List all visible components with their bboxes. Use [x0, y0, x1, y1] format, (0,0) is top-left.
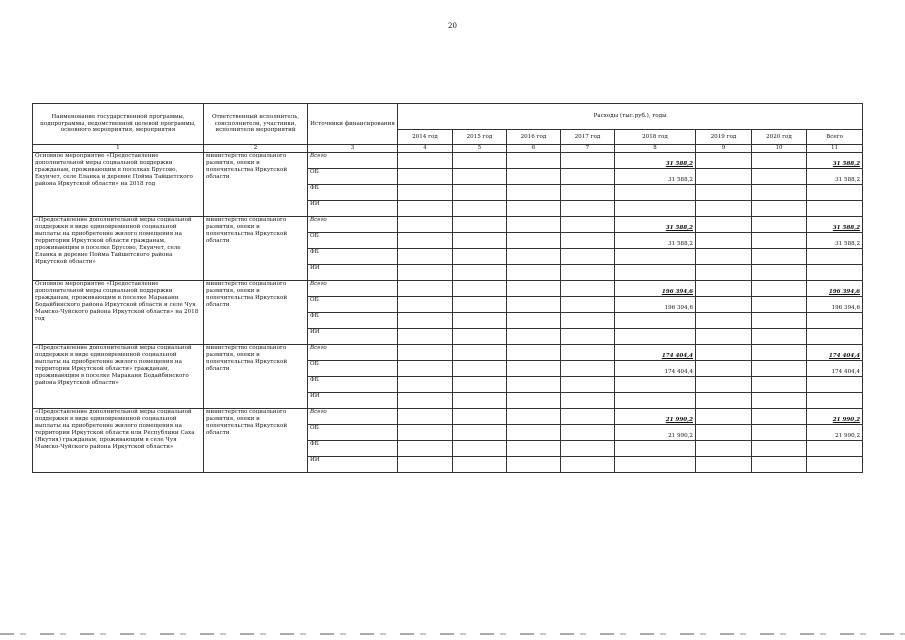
amount-empty — [398, 457, 453, 473]
amount-empty — [752, 201, 807, 217]
measure-executor: министерство социального развития, опеки и попечительства Иркутской области — [204, 281, 308, 345]
amount-total — [807, 265, 863, 281]
measure-name: Основное мероприятие «Предоставление дополнительной меры социальной поддержки гражданам, проживающим в поселках Брусово, Екунчет, селе Еланка и деревне Пойма Тайшетского района Иркутской области» на 2018 год — [33, 153, 204, 217]
amount-empty — [752, 249, 807, 265]
amount-total: 174 404,4 — [807, 345, 863, 361]
amount-empty — [453, 185, 507, 201]
amount-empty — [453, 329, 507, 345]
header-year-7: Всего — [807, 130, 863, 145]
amount-total — [807, 185, 863, 201]
amount-empty — [453, 233, 507, 249]
amount-2018 — [615, 265, 696, 281]
amount-empty — [752, 185, 807, 201]
header-year-5: 2019 год — [696, 130, 752, 145]
funding-source: ОБ — [308, 169, 398, 185]
funding-source: Всего — [308, 217, 398, 233]
column-number-4: 4 — [398, 145, 453, 153]
amount-empty — [507, 297, 561, 313]
amount-empty — [696, 329, 752, 345]
amount-empty — [453, 345, 507, 361]
amount-empty — [453, 393, 507, 409]
column-number-10: 10 — [752, 145, 807, 153]
funding-source: Всего — [308, 153, 398, 169]
column-number-3: 3 — [308, 145, 398, 153]
amount-empty — [752, 313, 807, 329]
amount-empty — [507, 457, 561, 473]
funding-source: Всего — [308, 345, 398, 361]
amount-empty — [696, 185, 752, 201]
amount-empty — [398, 169, 453, 185]
amount-empty — [507, 313, 561, 329]
amount-total — [807, 313, 863, 329]
amount-2018: 31 588,2 — [615, 169, 696, 185]
amount-empty — [507, 409, 561, 425]
amount-empty — [507, 265, 561, 281]
amount-empty — [453, 153, 507, 169]
amount-2018: 174 404,4 — [615, 361, 696, 377]
amount-2018: 174 404,4 — [615, 345, 696, 361]
amount-empty — [696, 233, 752, 249]
amount-total — [807, 201, 863, 217]
amount-total: 21 990,2 — [807, 425, 863, 441]
column-number-8: 8 — [615, 145, 696, 153]
amount-empty — [507, 201, 561, 217]
amount-2018 — [615, 441, 696, 457]
amount-empty — [453, 265, 507, 281]
amount-empty — [752, 361, 807, 377]
amount-empty — [696, 457, 752, 473]
header-column-numbers — [33, 145, 863, 153]
table-body — [33, 153, 863, 473]
amount-empty — [507, 393, 561, 409]
amount-2018 — [615, 313, 696, 329]
amount-empty — [561, 217, 615, 233]
amount-empty — [752, 217, 807, 233]
page-number: 20 — [448, 22, 457, 30]
amount-empty — [561, 249, 615, 265]
amount-empty — [507, 153, 561, 169]
amount-empty — [752, 441, 807, 457]
amount-total — [807, 249, 863, 265]
amount-2018 — [615, 201, 696, 217]
amount-empty — [398, 345, 453, 361]
amount-2018 — [615, 249, 696, 265]
amount-empty — [453, 169, 507, 185]
amount-empty — [398, 297, 453, 313]
header-source: Источники финансирования — [308, 104, 398, 145]
amount-empty — [398, 361, 453, 377]
column-number-2: 2 — [204, 145, 308, 153]
funding-source: Всего — [308, 281, 398, 297]
amount-empty — [752, 153, 807, 169]
table-row — [33, 281, 863, 297]
funding-source: ИИ — [308, 457, 398, 473]
amount-empty — [752, 169, 807, 185]
amount-empty — [696, 169, 752, 185]
amount-empty — [453, 377, 507, 393]
amount-empty — [696, 249, 752, 265]
amount-2018: 21 990,2 — [615, 409, 696, 425]
amount-empty — [507, 281, 561, 297]
amount-empty — [561, 345, 615, 361]
amount-empty — [453, 249, 507, 265]
amount-2018 — [615, 329, 696, 345]
funding-source: ИИ — [308, 201, 398, 217]
amount-empty — [453, 425, 507, 441]
funding-source: ФБ — [308, 377, 398, 393]
amount-empty — [696, 313, 752, 329]
amount-empty — [507, 249, 561, 265]
funding-source: ИИ — [308, 329, 398, 345]
amount-empty — [398, 281, 453, 297]
amount-empty — [696, 377, 752, 393]
amount-empty — [696, 393, 752, 409]
amount-empty — [696, 201, 752, 217]
funding-source: ОБ — [308, 361, 398, 377]
scan-artifact-line — [0, 633, 905, 635]
funding-source: ИИ — [308, 265, 398, 281]
header-year-6: 2020 год — [752, 130, 807, 145]
amount-total: 31 588,2 — [807, 233, 863, 249]
amount-empty — [561, 201, 615, 217]
amount-empty — [696, 297, 752, 313]
amount-empty — [398, 233, 453, 249]
amount-empty — [561, 313, 615, 329]
amount-empty — [453, 281, 507, 297]
amount-empty — [752, 329, 807, 345]
amount-total — [807, 329, 863, 345]
amount-empty — [752, 409, 807, 425]
amount-empty — [507, 185, 561, 201]
amount-empty — [507, 425, 561, 441]
amount-2018: 21 990,2 — [615, 425, 696, 441]
amount-empty — [398, 329, 453, 345]
amount-empty — [507, 233, 561, 249]
amount-empty — [453, 441, 507, 457]
funding-source: ФБ — [308, 313, 398, 329]
amount-empty — [398, 377, 453, 393]
amount-empty — [752, 377, 807, 393]
amount-empty — [696, 217, 752, 233]
table-row — [33, 345, 863, 361]
funding-source: ОБ — [308, 425, 398, 441]
amount-2018: 31 588,2 — [615, 217, 696, 233]
amount-empty — [561, 265, 615, 281]
amount-empty — [453, 217, 507, 233]
measure-executor: министерство социального развития, опеки и попечительства Иркутской области — [204, 345, 308, 409]
amount-empty — [507, 377, 561, 393]
amount-empty — [398, 441, 453, 457]
amount-empty — [453, 297, 507, 313]
column-number-11: 11 — [807, 145, 863, 153]
funding-source: ОБ — [308, 233, 398, 249]
amount-empty — [561, 377, 615, 393]
expenses-table — [32, 103, 863, 473]
amount-empty — [696, 153, 752, 169]
header-year-0: 2014 год — [398, 130, 453, 145]
amount-empty — [507, 217, 561, 233]
amount-empty — [561, 297, 615, 313]
amount-empty — [696, 409, 752, 425]
amount-empty — [507, 169, 561, 185]
amount-empty — [561, 457, 615, 473]
column-number-1: 1 — [33, 145, 204, 153]
amount-2018: 31 588,2 — [615, 153, 696, 169]
measure-executor: министерство социального развития, опеки и попечительства Иркутской области — [204, 409, 308, 473]
amount-empty — [561, 425, 615, 441]
amount-total: 174 404,4 — [807, 361, 863, 377]
header-expenses: Расходы (тыс.руб.), годы — [398, 104, 863, 130]
funding-source: ФБ — [308, 441, 398, 457]
table-row — [33, 153, 863, 169]
amount-empty — [696, 425, 752, 441]
amount-empty — [696, 441, 752, 457]
amount-empty — [453, 361, 507, 377]
amount-empty — [453, 201, 507, 217]
column-number-7: 7 — [561, 145, 615, 153]
amount-empty — [398, 393, 453, 409]
amount-empty — [398, 217, 453, 233]
amount-empty — [507, 345, 561, 361]
amount-2018: 31 588,2 — [615, 233, 696, 249]
header-program: Наименование государственной программы, подпрограммы, ведомственной целевой программы, основного мероприятия, мероприятия — [33, 104, 204, 145]
amount-empty — [398, 153, 453, 169]
amount-empty — [453, 457, 507, 473]
amount-empty — [561, 185, 615, 201]
amount-empty — [752, 233, 807, 249]
measure-name: «Предоставление дополнительной меры социальной поддержки в виде единовременной социальной выплаты на приобретение жилого помещения на территории Иркутской области» гражданам, проживающим в поселке Мараканн Бодайбинского района Иркутской области» — [33, 345, 204, 409]
measure-executor: министерство социального развития, опеки и попечительства Иркутской области — [204, 217, 308, 281]
amount-2018 — [615, 377, 696, 393]
amount-2018 — [615, 393, 696, 409]
amount-empty — [398, 265, 453, 281]
funding-source: Всего — [308, 409, 398, 425]
measure-name: «Предоставление дополнительной меры социальной поддержки в виде единовременной социальной выплаты на приобретение жилого помещения на территории Иркутской области гражданам, проживающим в поселке Брусово, Екунчет, селе Еланка и деревне Пойма Тайшетского района Иркутской области» — [33, 217, 204, 281]
amount-total: 196 394,6 — [807, 281, 863, 297]
header-executor: Ответственный исполнитель, соисполнители, участники, исполнители мероприятий — [204, 104, 308, 145]
amount-empty — [752, 265, 807, 281]
amount-total — [807, 393, 863, 409]
amount-empty — [561, 281, 615, 297]
amount-empty — [561, 169, 615, 185]
amount-empty — [398, 185, 453, 201]
amount-empty — [398, 313, 453, 329]
amount-empty — [561, 441, 615, 457]
table-row — [33, 409, 863, 425]
header-year-2: 2016 год — [507, 130, 561, 145]
amount-empty — [561, 233, 615, 249]
amount-total — [807, 457, 863, 473]
funding-source: ИИ — [308, 393, 398, 409]
amount-empty — [507, 361, 561, 377]
funding-source: ОБ — [308, 297, 398, 313]
amount-empty — [507, 329, 561, 345]
amount-empty — [696, 345, 752, 361]
amount-empty — [696, 265, 752, 281]
column-number-6: 6 — [507, 145, 561, 153]
amount-2018: 196 394,6 — [615, 281, 696, 297]
amount-total — [807, 441, 863, 457]
measure-name: «Предоставление дополнительной меры социальной поддержки в виде единовременной социальной выплаты на приобретение жилого помещения на территории Иркутской области или Республики Саха (Якутия) гражданам, проживающим в селе Чуя Мамско-Чуйского района Иркутской области» — [33, 409, 204, 473]
header-year-1: 2015 год — [453, 130, 507, 145]
funding-source: ФБ — [308, 249, 398, 265]
column-number-9: 9 — [696, 145, 752, 153]
amount-empty — [752, 457, 807, 473]
measure-executor: министерство социального развития, опеки и попечительства Иркутской области — [204, 153, 308, 217]
amount-empty — [453, 313, 507, 329]
funding-source: ФБ — [308, 185, 398, 201]
header-year-3: 2017 год — [561, 130, 615, 145]
amount-empty — [561, 329, 615, 345]
amount-empty — [696, 281, 752, 297]
amount-empty — [561, 361, 615, 377]
header-year-4: 2018 год — [615, 130, 696, 145]
amount-total: 31 588,2 — [807, 153, 863, 169]
amount-empty — [398, 425, 453, 441]
amount-empty — [561, 153, 615, 169]
measure-name: Основное мероприятие «Предоставление дополнительной меры социальной поддержки гражданам, проживающим в поселке Мараканн Бодайбинского района Иркутской области и селе Чуя Мамско-Чуйского района Иркутской области» на 2018 год — [33, 281, 204, 345]
amount-total: 31 588,2 — [807, 217, 863, 233]
amount-2018 — [615, 185, 696, 201]
amount-empty — [752, 425, 807, 441]
amount-total: 21 990,2 — [807, 409, 863, 425]
amount-empty — [696, 361, 752, 377]
amount-empty — [752, 393, 807, 409]
amount-total: 196 394,6 — [807, 297, 863, 313]
amount-empty — [752, 281, 807, 297]
amount-empty — [561, 393, 615, 409]
amount-empty — [752, 345, 807, 361]
amount-total: 31 588,2 — [807, 169, 863, 185]
amount-empty — [398, 201, 453, 217]
amount-total — [807, 377, 863, 393]
column-number-5: 5 — [453, 145, 507, 153]
amount-empty — [453, 409, 507, 425]
table-row — [33, 217, 863, 233]
amount-empty — [561, 409, 615, 425]
amount-empty — [398, 249, 453, 265]
amount-empty — [752, 297, 807, 313]
amount-empty — [507, 441, 561, 457]
amount-empty — [398, 409, 453, 425]
amount-2018 — [615, 457, 696, 473]
amount-2018: 196 394,6 — [615, 297, 696, 313]
